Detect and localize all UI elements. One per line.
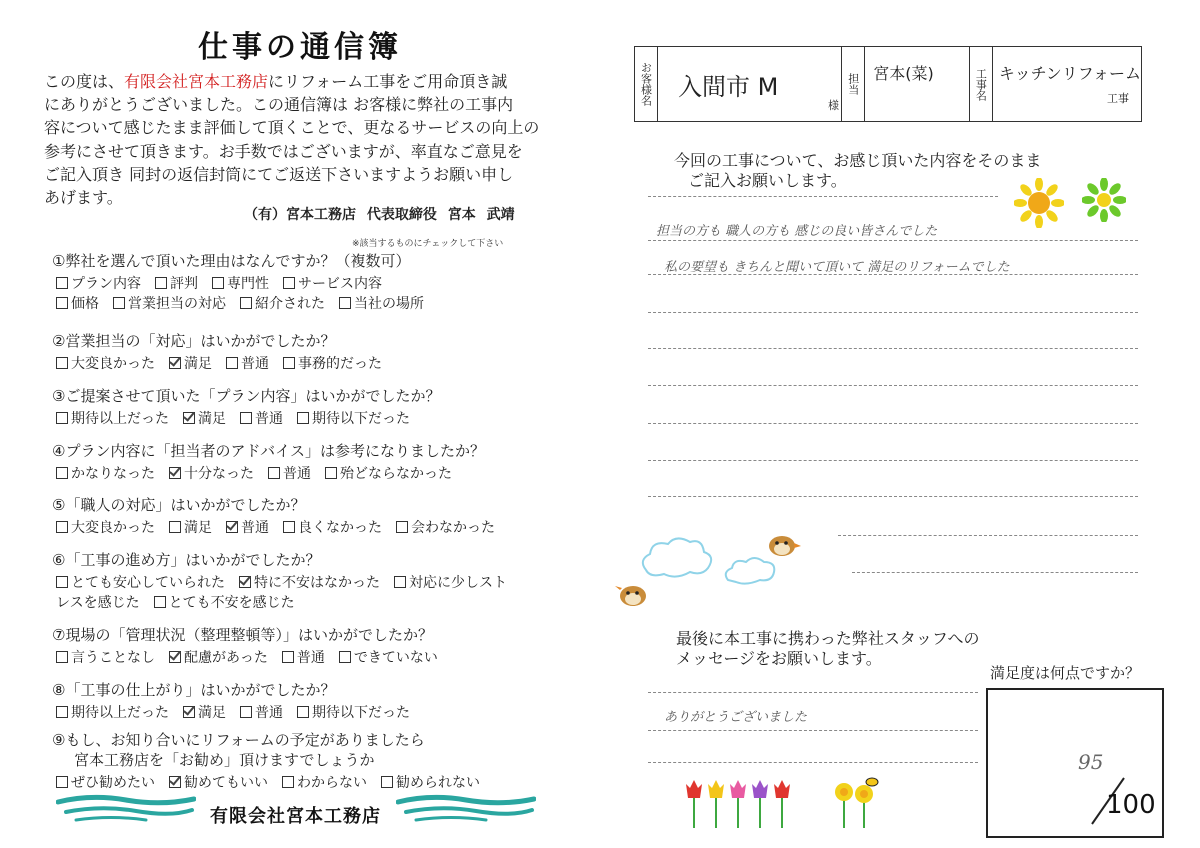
option-label: 期待以下だった (312, 705, 410, 721)
message-line (648, 762, 978, 763)
option-8-1-2[interactable] (183, 702, 226, 722)
checked-checkbox[interactable] (169, 776, 181, 788)
question-3-options (56, 408, 424, 428)
checked-checkbox[interactable] (169, 651, 181, 663)
question-5-options (56, 517, 509, 537)
option-label: 良くなかった (298, 520, 382, 536)
customer-label: お客様名 (635, 47, 658, 121)
intro-line-3: 容について感じたまま評価して頂くことで、更なるサービスの向上の (44, 118, 540, 138)
question-2-text: ②営業担当の「対応」はいかがでしたか？ (52, 332, 336, 350)
option-8-1-4[interactable] (297, 702, 410, 722)
option-4-1-2[interactable] (169, 463, 254, 483)
option-3-1-3[interactable] (240, 408, 283, 428)
checkbox[interactable] (56, 651, 68, 663)
checkbox[interactable] (56, 297, 68, 309)
comment-line (648, 196, 998, 197)
checkbox[interactable] (339, 297, 351, 309)
question-9-text-2: 宮本工務店を「お勧め」頂けますでしょうか (74, 751, 375, 769)
checkbox[interactable] (240, 297, 252, 309)
option-label: 事務的だった (298, 356, 382, 372)
option-label: 普通 (241, 356, 269, 372)
comment-line (648, 385, 1138, 386)
question-1-text: ①弊社を選んで頂いた理由はなんですか？（複数可） (52, 252, 411, 270)
option-9-1-2[interactable] (169, 772, 268, 792)
checkbox[interactable] (268, 467, 280, 479)
option-label: 普通 (241, 520, 269, 536)
checkbox[interactable] (240, 412, 252, 424)
wave-decoration-left (56, 794, 196, 824)
option-label: 期待以上だった (71, 411, 169, 427)
question-9-text: ⑨もし、お知り合いにリフォームの予定がありましたら (52, 731, 425, 749)
check-note: ※該当するものにチェックして下さい (352, 239, 504, 249)
option-label: 専門性 (227, 276, 269, 292)
option-5-1-5[interactable] (396, 517, 495, 537)
option-label: できていない (353, 650, 438, 666)
checkbox[interactable] (297, 412, 309, 424)
checkbox[interactable] (394, 576, 406, 588)
option-label: 当社の場所 (354, 296, 424, 312)
checkbox[interactable] (56, 277, 68, 289)
option-label: 期待以上だった (71, 705, 169, 721)
option-5-1-2[interactable] (169, 517, 212, 537)
checked-checkbox[interactable] (169, 467, 181, 479)
option-1-1-2[interactable] (155, 273, 198, 293)
question-9-options (56, 772, 494, 792)
option-label: とても不安を感じた (168, 595, 295, 611)
option-label: かなりなった (71, 466, 155, 482)
intro-text (44, 70, 584, 209)
question-6-options (56, 572, 521, 592)
work-suffix: 工事 (1107, 92, 1129, 105)
option-1-1-4[interactable] (283, 273, 382, 293)
option-label: 言うことなし (71, 650, 155, 666)
footer-company: 有限会社宮本工務店 (210, 806, 381, 827)
option-label: ぜひ勧めたい (71, 775, 155, 791)
customer-info-table (634, 46, 1142, 122)
comment-line (852, 572, 1138, 573)
checkbox[interactable] (56, 576, 68, 588)
score-question: 満足度は何点ですか？ (990, 664, 1141, 682)
option-label: 評判 (170, 276, 198, 292)
sunflower-icon (1014, 178, 1064, 228)
checkbox[interactable] (339, 651, 351, 663)
customer-name-cell (658, 47, 842, 121)
message-line (648, 692, 978, 693)
comment-line (648, 423, 1138, 424)
option-label: 満足 (198, 411, 226, 427)
option-label: 普通 (255, 411, 283, 427)
checkbox[interactable] (56, 706, 68, 718)
option-4-1-3[interactable] (268, 463, 311, 483)
intro-line-6: あげます。 (44, 188, 123, 208)
question-4-options (56, 463, 466, 483)
option-label: 大変良かった (71, 356, 155, 372)
option-7-1-3[interactable] (282, 647, 325, 667)
wave-decoration-right (396, 794, 536, 824)
intro-line-5: ご記入頂き 同封の返信封筒にてご返送下さいますようお願い申し (44, 164, 514, 184)
bird-icon (614, 580, 652, 610)
option-label: 満足 (184, 356, 212, 372)
option-6-1-1[interactable] (56, 572, 225, 592)
checkbox[interactable] (240, 706, 252, 718)
question-6-options (56, 592, 309, 612)
option-6-1-3[interactable] (394, 572, 507, 592)
checkbox[interactable] (283, 521, 295, 533)
option-label: とても安心していられた (71, 575, 225, 591)
option-label: サービス内容 (298, 276, 382, 292)
option-6-2-1[interactable] (56, 592, 140, 612)
question-2-options (56, 353, 396, 373)
option-5-1-4[interactable] (283, 517, 382, 537)
option-7-1-1[interactable] (56, 647, 155, 667)
score-value: 95 (1078, 750, 1104, 774)
option-4-1-1[interactable] (56, 463, 155, 483)
flowers-bee-icon (832, 776, 882, 830)
option-5-1-1[interactable] (56, 517, 155, 537)
option-1-2-3[interactable] (240, 293, 325, 313)
checkbox[interactable] (282, 651, 294, 663)
option-8-1-3[interactable] (240, 702, 283, 722)
question-4-text: ④プラン内容に「担当者のアドバイス」は参考になりましたか？ (52, 442, 486, 460)
option-2-1-3[interactable] (226, 353, 269, 373)
handwritten-message: ありがとうございました (664, 710, 808, 725)
option-label: 満足 (198, 705, 226, 721)
option-1-2-4[interactable] (339, 293, 424, 313)
checkbox[interactable] (283, 357, 295, 369)
question-7-options (56, 647, 452, 667)
work-label: 工事名 (970, 47, 993, 121)
option-label: 会わなかった (411, 520, 495, 536)
option-label: 勧められない (396, 775, 480, 791)
checkbox[interactable] (56, 357, 68, 369)
checked-checkbox[interactable] (239, 576, 251, 588)
option-1-2-1[interactable] (56, 293, 99, 313)
intro-line-1-post: にリフォーム工事をご用命頂き誠 (268, 72, 508, 91)
checkbox[interactable] (169, 521, 181, 533)
option-label: 特に不安はなかった (254, 575, 380, 591)
checked-checkbox[interactable] (183, 706, 195, 718)
checked-checkbox[interactable] (183, 412, 195, 424)
comments-prompt-1: 今回の工事について、お感じ頂いた内容をそのまま (674, 151, 1042, 170)
handwritten-comment-1: 担当の方も 職人の方も 感じの良い皆さんでした (656, 224, 938, 239)
score-max: 100 (1106, 790, 1156, 820)
option-label: 営業担当の対応 (128, 296, 226, 312)
question-3-text: ③ご提案させて頂いた「プラン内容」はいかがでしたか？ (52, 387, 441, 405)
comment-line (838, 535, 1138, 536)
question-7-text: ⑦現場の「管理状況（整理整頓等）」はいかがでしたか？ (52, 626, 433, 644)
message-prompt-2: メッセージをお願いします。 (676, 649, 882, 668)
option-7-1-2[interactable] (169, 647, 268, 667)
staff-label: 担当 (842, 47, 865, 121)
option-3-1-1[interactable] (56, 408, 169, 428)
option-8-1-1[interactable] (56, 702, 169, 722)
option-9-1-4[interactable] (381, 772, 480, 792)
question-8-text: ⑧「工事の仕上がり」はいかがでしたか？ (52, 681, 336, 699)
work-cell (993, 47, 1141, 121)
option-2-1-2[interactable] (169, 353, 212, 373)
checkbox[interactable] (56, 521, 68, 533)
checkbox[interactable] (154, 596, 166, 608)
option-3-1-2[interactable] (183, 408, 226, 428)
checkbox[interactable] (282, 776, 294, 788)
option-label: 価格 (71, 296, 99, 312)
option-1-1-3[interactable] (212, 273, 269, 293)
staff-name: 宮本(菜) (873, 64, 934, 83)
option-9-1-3[interactable] (282, 772, 367, 792)
option-6-1-2[interactable] (239, 572, 380, 592)
checkbox[interactable] (283, 277, 295, 289)
checkbox[interactable] (56, 412, 68, 424)
option-label: 紹介された (255, 296, 325, 312)
option-7-1-4[interactable] (339, 647, 438, 667)
green-flower-icon (1082, 178, 1126, 222)
option-label: 十分なった (184, 466, 254, 482)
option-2-1-1[interactable] (56, 353, 155, 373)
work-name: キッチンリフォーム (998, 64, 1141, 83)
checkbox[interactable] (155, 277, 167, 289)
intro-line-1 (44, 70, 584, 93)
option-label: 大変良かった (71, 520, 155, 536)
message-line (648, 730, 978, 731)
comment-line (648, 312, 1138, 313)
option-label: 普通 (255, 705, 283, 721)
option-1-2-2[interactable] (113, 293, 226, 313)
checkbox[interactable] (396, 521, 408, 533)
bird-icon (764, 530, 802, 560)
option-label: 殆どならなかった (340, 466, 452, 482)
checkbox[interactable] (212, 277, 224, 289)
score-box (986, 688, 1164, 838)
option-label: 普通 (283, 466, 311, 482)
option-3-1-4[interactable] (297, 408, 410, 428)
comment-line (648, 348, 1138, 349)
checkbox[interactable] (56, 467, 68, 479)
question-5-text: ⑤「職人の対応」はいかがでしたか？ (52, 496, 306, 514)
option-9-1-1[interactable] (56, 772, 155, 792)
option-4-1-4[interactable] (325, 463, 452, 483)
checkbox[interactable] (113, 297, 125, 309)
comments-prompt-2: ご記入お願いします。 (688, 171, 847, 190)
option-label: 満足 (184, 520, 212, 536)
comment-line (648, 496, 1138, 497)
comment-line (648, 460, 1138, 461)
question-1-options (56, 273, 396, 293)
handwritten-comment-2: 私の要望も きちんと聞いて頂いて 満足のリフォームでした (664, 260, 1010, 275)
intro-line-1-pre: この度は、 (44, 72, 125, 91)
option-label: 勧めてもいい (184, 775, 268, 791)
question-8-options (56, 702, 424, 722)
staff-cell (865, 47, 970, 121)
option-2-1-4[interactable] (283, 353, 382, 373)
question-6-text: ⑥「工事の進め方」はいかがでしたか？ (52, 551, 321, 569)
checked-checkbox[interactable] (226, 521, 238, 533)
customer-suffix: 様 (828, 99, 839, 112)
intro-line-4: 参考にさせて頂きます。お手数ではございますが、率直なご意見を (44, 141, 523, 161)
intro-line-2: にありがとうございました。この通信簿は お客様に弊社の工事内 (44, 95, 514, 115)
checked-checkbox[interactable] (169, 357, 181, 369)
checkbox[interactable] (297, 706, 309, 718)
page-title: 仕事の通信簿 (198, 30, 402, 65)
checkbox[interactable] (56, 776, 68, 788)
option-label: 期待以下だった (312, 411, 410, 427)
customer-name: 入間市 M (678, 72, 779, 101)
option-label: 普通 (296, 650, 325, 666)
option-5-1-3[interactable] (226, 517, 269, 537)
intro-company: 有限会社宮本工務店 (124, 72, 269, 91)
checkbox[interactable] (325, 467, 337, 479)
option-1-1-1[interactable] (56, 273, 141, 293)
question-1-options (56, 293, 438, 313)
signer: （有）宮本工務店 代表取締役 宮本 武靖 (244, 207, 515, 223)
option-6-2-2[interactable] (154, 592, 295, 612)
option-label: 配慮があった (184, 650, 268, 666)
option-label: レスを感じた (56, 595, 140, 611)
comment-line (648, 240, 1138, 241)
option-label: 対応に少しスト (409, 575, 507, 591)
option-label: プラン内容 (71, 276, 141, 292)
tulips-icon (682, 778, 808, 830)
option-label: わからない (297, 775, 367, 791)
checkbox[interactable] (226, 357, 238, 369)
checkbox[interactable] (381, 776, 393, 788)
message-prompt-1: 最後に本工事に携わった弊社スタッフへの (676, 629, 980, 648)
